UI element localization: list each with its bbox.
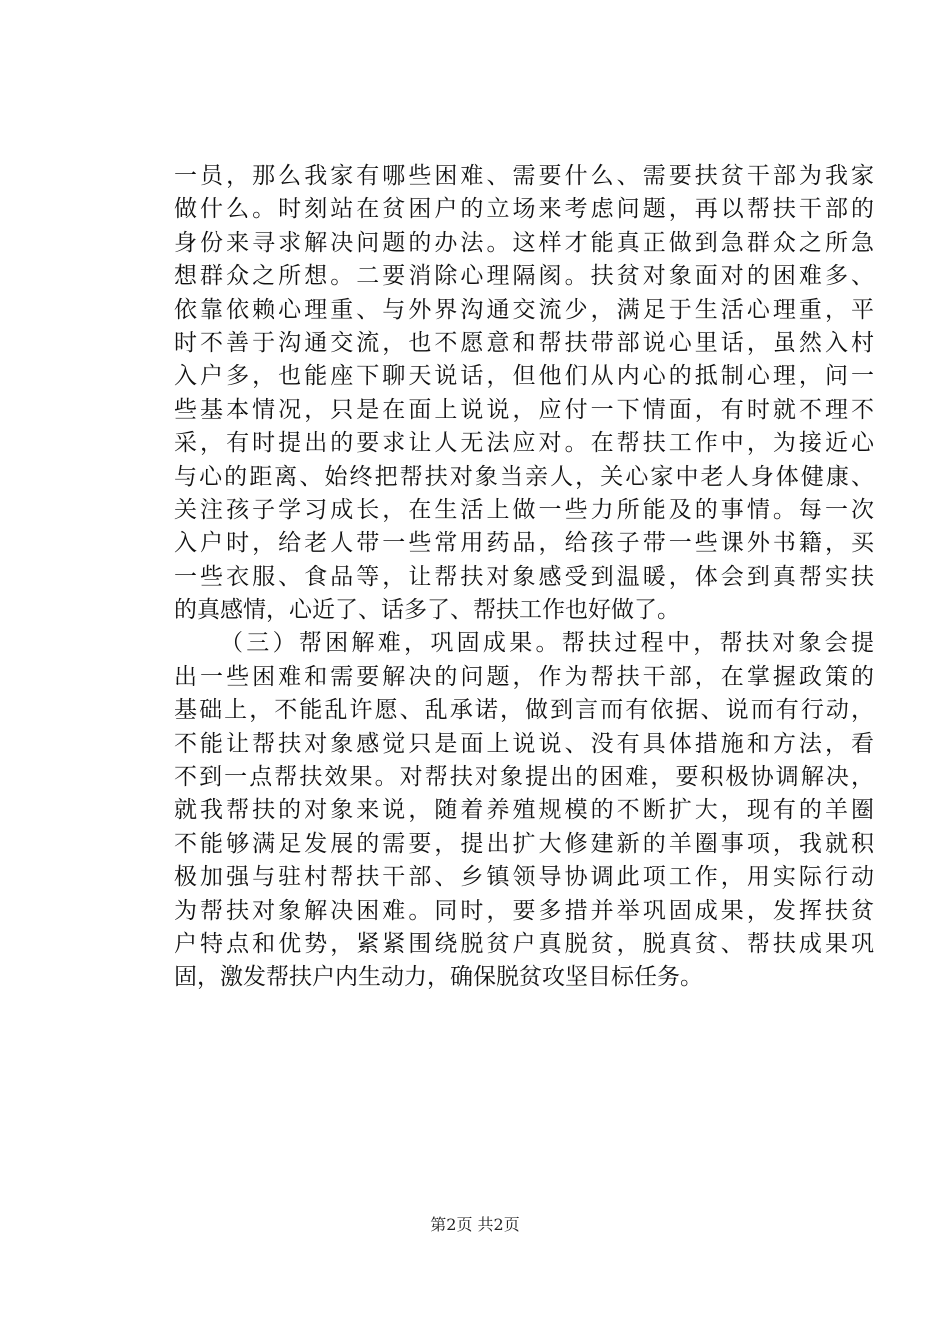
text-line: 极加强与驻村帮扶干部、乡镇领导协调此项工作，用实际行动 xyxy=(174,864,874,891)
text-line: 一员，那么我家有哪些困难、需要什么、需要扶贫干部为我家 xyxy=(174,163,874,189)
text-line: 采，有时提出的要求让人无法应对。在帮扶工作中，为接近心 xyxy=(174,430,874,457)
text-line: 基础上，不能乱许愿、乱承诺，做到言而有依据、说而有行动， xyxy=(174,697,874,724)
text-line: 就我帮扶的对象来说，随着养殖规模的不断扩大，现有的羊圈 xyxy=(174,797,874,824)
text-line: 与心的距离、始终把帮扶对象当亲人，关心家中老人身体健康、 xyxy=(174,463,874,490)
text-line: 固，激发帮扶户内生动力，确保脱贫攻坚目标任务。 xyxy=(174,964,703,991)
text-line: 些基本情况，只是在面上说说，应付一下情面，有时就不理不 xyxy=(174,396,874,423)
text-line: 想群众之所想。二要消除心理隔阂。扶贫对象面对的困难多、 xyxy=(174,263,874,290)
text-line: 身份来寻求解决问题的办法。这样才能真正做到急群众之所急 xyxy=(174,229,874,256)
text-line: 不能够满足发展的需要，提出扩大修建新的羊圈事项，我就积 xyxy=(174,830,874,857)
text-line: 为帮扶对象解决困难。同时，要多措并举巩固成果，发挥扶贫 xyxy=(174,897,874,924)
text-line: 依靠依赖心理重、与外界沟通交流少，满足于生活心理重，平 xyxy=(174,296,874,323)
text-line: （三）帮困解难，巩固成果。帮扶过程中，帮扶对象会提 xyxy=(220,630,874,657)
text-line: 出一些困难和需要解决的问题，作为帮扶干部，在掌握政策的 xyxy=(174,663,874,690)
text-line: 的真感情，心近了、话多了、帮扶工作也好做了。 xyxy=(174,597,680,624)
text-line: 时不善于沟通交流，也不愿意和帮扶带部说心里话，虽然入村 xyxy=(174,329,874,356)
text-line: 户特点和优势，紧紧围绕脱贫户真脱贫，脱真贫、帮扶成果巩 xyxy=(174,930,874,957)
text-line: 做什么。时刻站在贫困户的立场来考虑问题，再以帮扶干部的 xyxy=(174,196,874,223)
text-line: 不能让帮扶对象感觉只是面上说说、没有具体措施和方法，看 xyxy=(174,730,874,757)
text-line: 关注孩子学习成长，在生活上做一些力所能及的事情。每一次 xyxy=(174,496,874,523)
page-footer: 第2页 共2页 xyxy=(430,1215,520,1234)
text-line: 不到一点帮扶效果。对帮扶对象提出的困难，要积极协调解决， xyxy=(174,764,874,791)
text-line: 入户多，也能座下聊天说话，但他们从内心的抵制心理，问一 xyxy=(174,363,874,390)
text-line: 入户时，给老人带一些常用药品，给孩子带一些课外书籍，买 xyxy=(174,530,874,557)
text-line: 一些衣服、食品等，让帮扶对象感受到温暖，体会到真帮实扶 xyxy=(174,563,874,590)
body-text xyxy=(174,160,874,995)
